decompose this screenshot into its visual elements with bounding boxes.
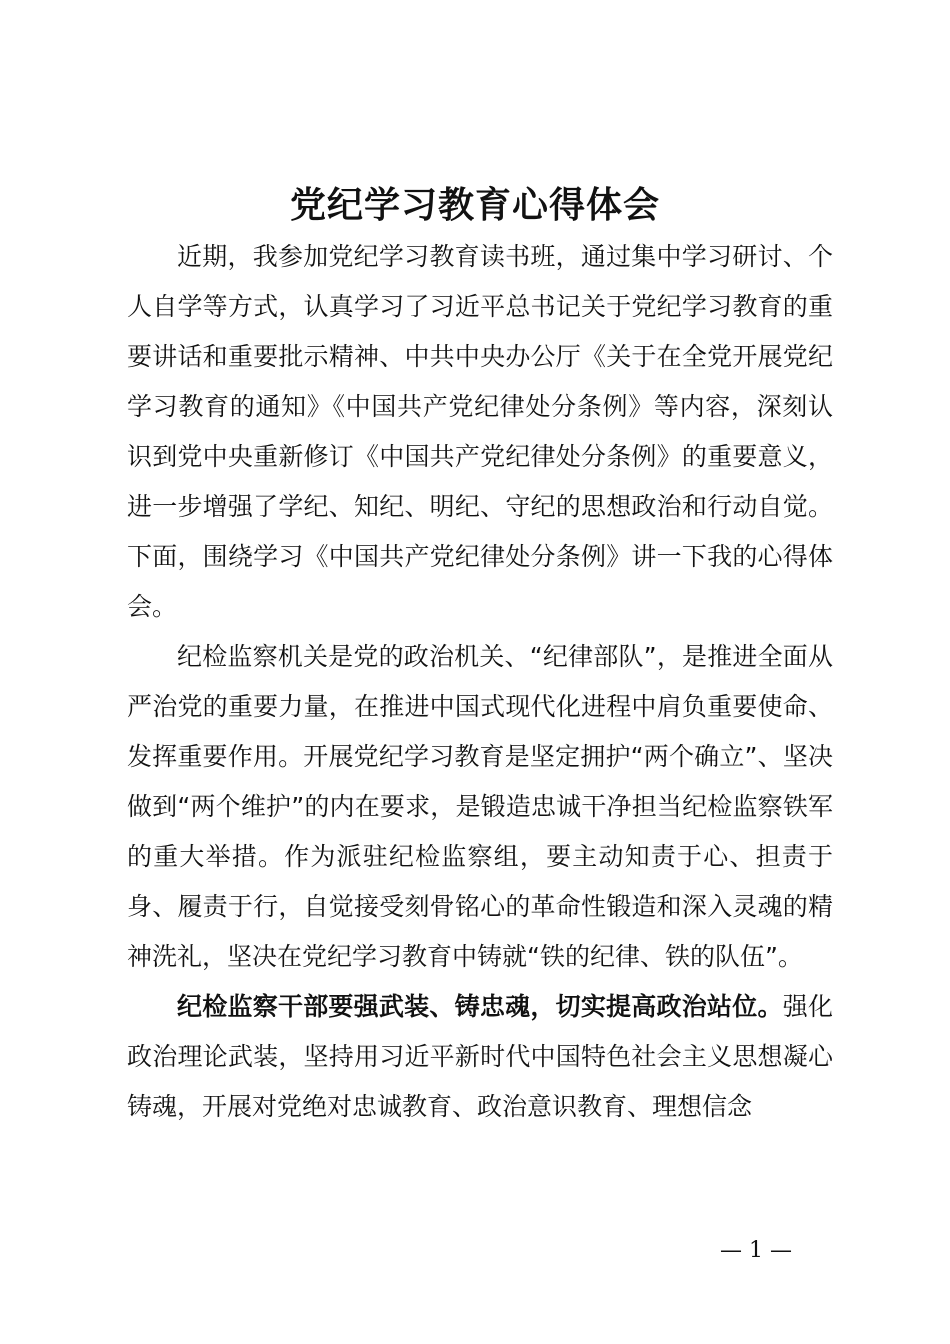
page-number: — 1 — — [720, 1238, 792, 1263]
paragraph — [127, 982, 833, 1132]
paragraph-text: 强化政治理论武装，坚持用习近平新时代中国特色社会主义思想凝心铸魂，开展对党绝对忠诚教育、政治意识教育、理想信念 — [127, 992, 833, 1121]
paragraph-text: 纪检监察机关是党的政治机关、“纪律部队”，是推进全面从严治党的重要力量，在推进中国式现代化进程中肩负重要使命、发挥重要作用。开展党纪学习教育是坚定拥护“两个确立”、坚决做到“两个维护”的内在要求，是锻造忠诚干净担当纪检监察铁军的重大举措。作为派驻纪检监察组，要主动知责于心、担责于身、履责于行，自觉接受刻骨铭心的革命性锻造和深入灵魂的精神洗礼，坚决在党纪学习教育中铸就“铁的纪律、铁的队伍”。 — [127, 642, 833, 971]
paragraph — [127, 232, 833, 632]
paragraph-lead: 纪检监察干部要强武装、铸忠魂，切实提高政治站位。 — [177, 992, 783, 1021]
document-title: 党纪学习教育心得体会 — [289, 185, 660, 226]
document-body — [127, 232, 833, 1132]
paragraph-text: 近期，我参加党纪学习教育读书班，通过集中学习研讨、个人自学等方式，认真学习了习近平总书记关于党纪学习教育的重要讲话和重要批示精神、中共中央办公厅《关于在全党开展党纪学习教育的通知》《中国共产党纪律处分条例》等内容，深刻认识到党中央重新修订《中国共产党纪律处分条例》的重要意义，进一步增强了学纪、知纪、明纪、守纪的思想政治和行动自觉。下面，围绕学习《中国共产党纪律处分条例》讲一下我的心得体会。 — [127, 242, 833, 621]
paragraph — [127, 632, 833, 982]
